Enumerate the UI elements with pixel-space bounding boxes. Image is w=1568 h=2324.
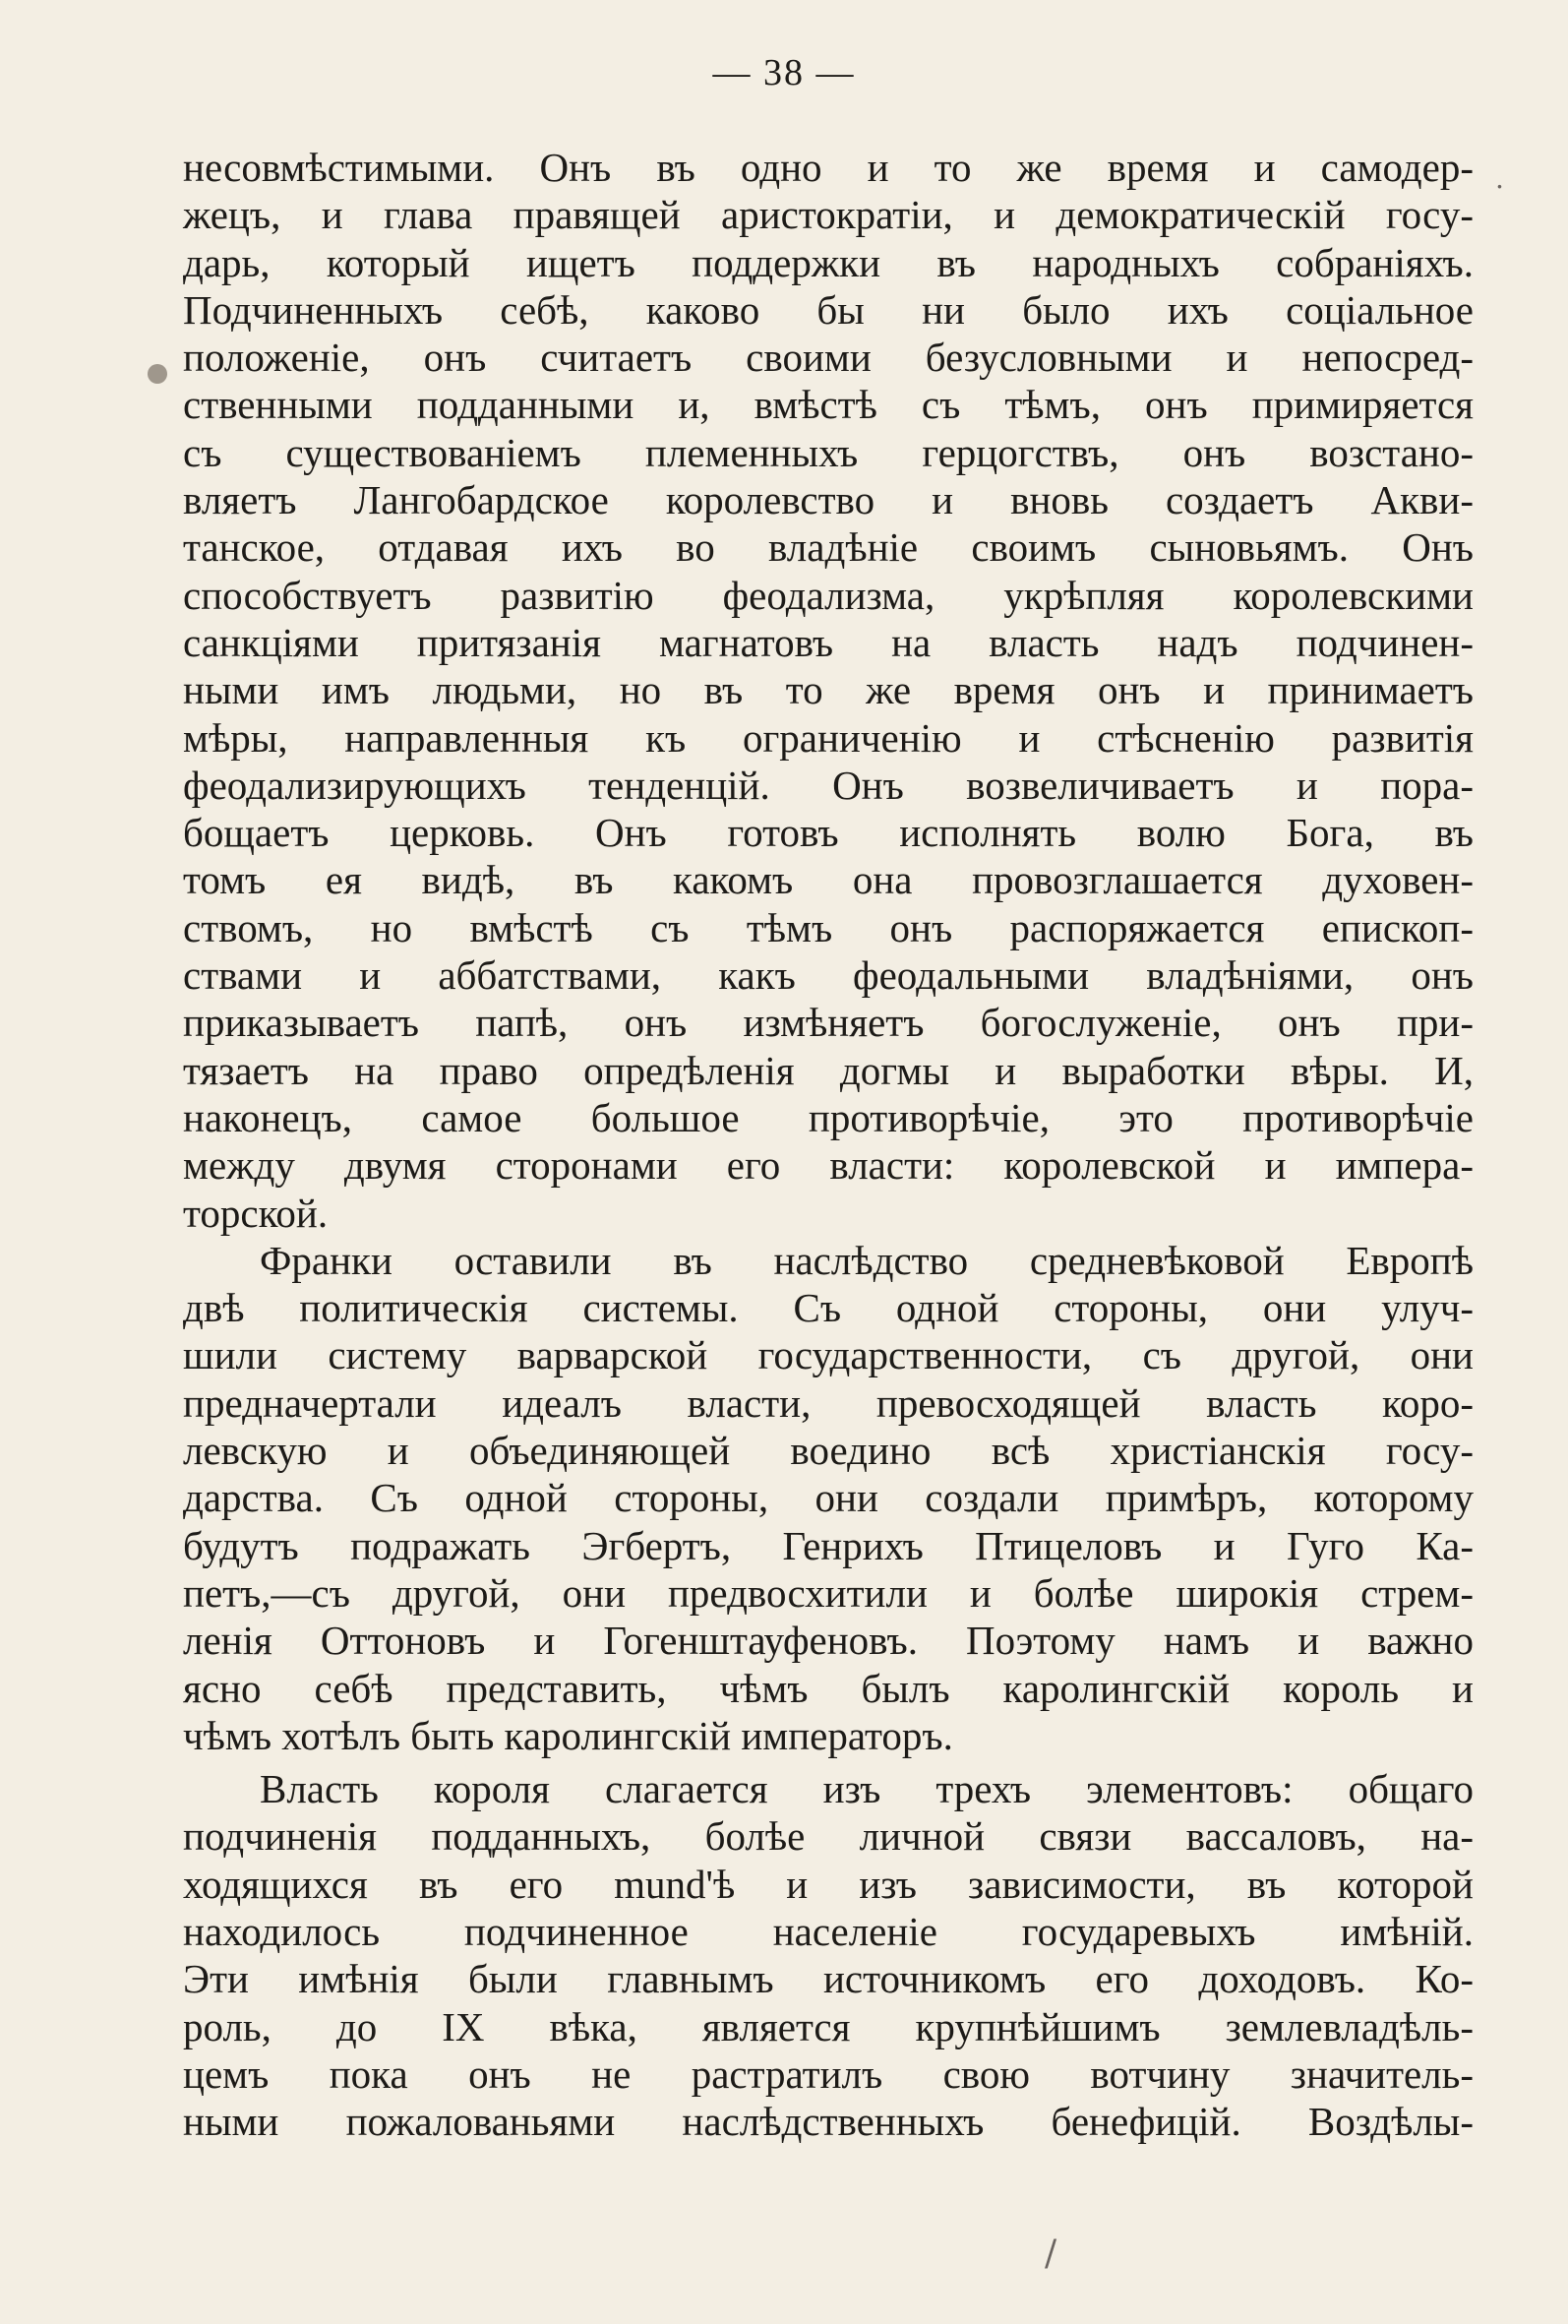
text-line: ными пожалованьями наслѣдственныхъ бенефицій. Воздѣлы- <box>183 2099 1474 2145</box>
text-line: тязаетъ на право опредѣленія догмы и выработки вѣры. И, <box>183 1047 1474 1093</box>
text-line: жецъ, и глава правящей аристократіи, и демократическій госу- <box>183 192 1474 238</box>
text-line: танское, отдавая ихъ во владѣніе своимъ сыновьямъ. Онъ <box>183 524 1474 571</box>
text-line: томъ ея видѣ, въ какомъ она провозглашается духовен- <box>183 857 1474 903</box>
text-line: санкціями притязанія магнатовъ на власть надъ подчинен- <box>183 619 1474 665</box>
text-line: ными имъ людьми, но въ то же время онъ и принимаетъ <box>183 667 1474 713</box>
text-line: Эти имѣнія были главнымъ источникомъ его доходовъ. Ко- <box>183 1956 1474 2002</box>
text-line: способствуетъ развитію феодализма, укрѣпляя королевскими <box>183 572 1474 618</box>
text-line: подчиненія подданныхъ, болѣе личной связи вассаловъ, на- <box>183 1813 1474 1860</box>
text-line: несовмѣстимыми. Онъ въ одно и то же время и самодер- <box>183 145 1474 190</box>
text-line: роль, до IX вѣка, является крупнѣйшимъ землевладѣль- <box>183 2003 1474 2049</box>
text-line: наконецъ, самое большое противорѣчіе, это противорѣчіе <box>183 1094 1474 1140</box>
text-line: цемъ пока онъ не растратилъ свою вотчину значитель- <box>183 2050 1474 2097</box>
body-text <box>183 144 1474 2145</box>
text-line: дарства. Съ одной стороны, они создали примѣръ, которому <box>183 1475 1474 1521</box>
text-line: ствами и аббатствами, какъ феодальными владѣніями, онъ <box>183 952 1474 999</box>
text-line: ствомъ, но вмѣстѣ съ тѣмъ онъ распоряжается епископ- <box>183 904 1474 950</box>
text-line: феодализирующихъ тенденцій. Онъ возвеличиваетъ и пора- <box>183 762 1474 808</box>
text-line: двѣ политическія системы. Съ одной стороны, они улуч- <box>183 1285 1474 1331</box>
text-line: съ существованіемъ племенныхъ герцогствъ, онъ возстано- <box>183 429 1474 475</box>
paper-stain <box>148 364 167 384</box>
page-number: — 38 — <box>712 52 856 93</box>
text-line: будутъ подражать Эгбертъ, Генрихъ Птицеловъ и Гуго Ка- <box>183 1522 1474 1568</box>
text-line: мѣры, направленныя къ ограниченію и стѣсненію развитія <box>183 714 1474 761</box>
text-line: приказываетъ папѣ, онъ измѣняетъ богослуженіе, онъ при- <box>183 1000 1474 1046</box>
text-line: предначертали идеалъ власти, превосходящей власть коро- <box>183 1379 1474 1426</box>
text-line: чѣмъ хотѣлъ быть каролингскій императоръ. <box>183 1712 953 1758</box>
margin-dot: . <box>1495 162 1504 195</box>
paragraph-start: Франки оставили въ наслѣдство средневѣковой Европѣ <box>260 1237 1474 1283</box>
text-line: Подчиненныхъ себѣ, каково бы ни было ихъ соціальное <box>183 286 1474 333</box>
text-line: левскую и объединяющей воедино всѣ христіанскія госу- <box>183 1428 1474 1474</box>
paragraph-start: Власть короля слагается изъ трехъ элементовъ: общаго <box>260 1766 1474 1812</box>
text-line: ходящихся въ его mund'ѣ и изъ зависимости, въ которой <box>183 1861 1474 1907</box>
text-line: бощаетъ церковь. Онъ готовъ исполнять волю Бога, въ <box>183 810 1474 856</box>
text-line: положеніе, онъ считаетъ своими безусловными и непосред- <box>183 335 1474 381</box>
text-line: петъ,—съ другой, они предвосхитили и болѣе широкія стрем- <box>183 1569 1474 1616</box>
text-line: между двумя сторонами его власти: королевской и импера- <box>183 1142 1474 1189</box>
text-line: ленія Оттоновъ и Гогенштауфеновъ. Поэтому намъ и важно <box>183 1618 1474 1664</box>
text-line: дарь, который ищетъ поддержки въ народныхъ собраніяхъ. <box>183 239 1474 285</box>
text-line: шили систему варварской государственности, съ другой, они <box>183 1332 1474 1378</box>
text-line: ясно себѣ представить, чѣмъ былъ каролингскій король и <box>183 1665 1474 1711</box>
text-line: находилось подчиненное населеніе государевыхъ имѣній. <box>183 1908 1474 1954</box>
text-line: вляетъ Лангобардское королевство и вновь создаетъ Акви- <box>183 477 1474 523</box>
text-line: ственными подданными и, вмѣстѣ съ тѣмъ, онъ примиряется <box>183 382 1474 428</box>
text-line: торской. <box>183 1190 329 1236</box>
margin-tick: / <box>1045 2233 1057 2274</box>
